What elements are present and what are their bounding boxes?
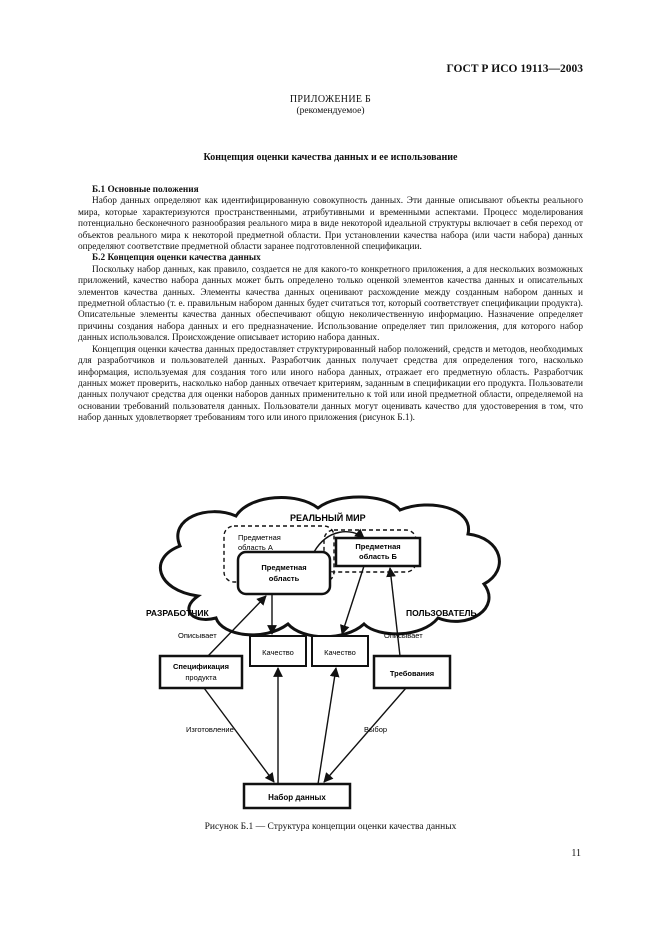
domain-a-line2: область А bbox=[238, 543, 273, 552]
figure-diagram bbox=[138, 488, 528, 818]
spec-line2: продукта bbox=[185, 673, 217, 682]
standard-header: ГОСТ Р ИСО 19113—2003 bbox=[446, 63, 583, 75]
document-title: Концепция оценки качества данных и ее использование bbox=[203, 152, 458, 163]
developer-label: РАЗРАБОТЧИК bbox=[146, 608, 209, 618]
domain-line1: Предметная bbox=[261, 563, 307, 572]
section-heading-b2: Б.2 Концепция оценки качества данных bbox=[92, 253, 261, 264]
quality-right-label: Качество bbox=[324, 648, 356, 657]
paragraph-b2-2: Концепция оценки качества данных предоставляет структурированный набор положений, средств и методов, необходимых для разработчиков и пользователей данных. Разработчик данных получает средства для определения того, насколько информация, используемая для создания того или иного набора данных, отражает его предметную область. Разработчик данных может проверить, насколько набор данных отвечает критериям, заданным в спецификации его продукта. Пользователи данных получают средства для оценки наборов данных применительно к той или иной предметной области, определяемой на основании требований пользователя данных. Пользователи данных могут оценивать качество для удостоверения в том, что набор данных удовлетворяет требованиям того или иного приложения (рисунок Б.1). bbox=[78, 344, 583, 424]
paragraph-b1: Набор данных определяют как идентифицированную совокупность данных. Эти данные описывают объекты реального мира, которые характеризуются пространственными, атрибутивными и временными аспектами. Процесс моделирования потенциально бесконечного разнообразия реального мира в виде некоторой идеальной структуры включает в себя переход от объектов реального мира к некоторой предметной области. При установлении качества набора (или части набора) данных определяют соответствие предметной области заранее подготовленной спецификации. bbox=[78, 196, 583, 253]
body-text bbox=[78, 185, 583, 425]
domain-b-line2: область Б bbox=[359, 552, 397, 561]
spec-box bbox=[160, 656, 242, 688]
section-heading-b1: Б.1 Основные положения bbox=[92, 185, 199, 195]
page-number: 11 bbox=[571, 848, 581, 859]
domain-b-line1: Предметная bbox=[355, 542, 401, 551]
domain-box bbox=[238, 552, 330, 594]
dataset-label: Набор данных bbox=[268, 793, 326, 802]
requirements-label: Требования bbox=[389, 669, 435, 678]
domain-line2: область bbox=[268, 574, 300, 583]
production-label: Изготовление bbox=[186, 725, 234, 734]
describes-left-label: Описывает bbox=[178, 631, 217, 640]
annex-title: ПРИЛОЖЕНИЕ Б bbox=[289, 94, 372, 105]
quality-left-label: Качество bbox=[262, 648, 294, 657]
arrow-requirements-to-domainb bbox=[390, 568, 400, 656]
real-world-label: РЕАЛЬНЫЙ МИР bbox=[290, 513, 366, 523]
arrow-dataset-to-quality-right bbox=[318, 668, 336, 784]
arrow-domainb-to-quality-right bbox=[342, 566, 364, 634]
paragraph-b2-1: Поскольку набор данных, как правило, создается не для какого-то конкретного приложения, а для нескольких возможных приложений, качество набора данных может быть определено только оценкой элементов качества данных и описательных элементов качества данных. Элементы качества данных оценивают расхождение между созданным набором данных и предметной областью (т. е. правильным набором данных будет считаться тот, который соответствует спецификации продукта). Описательные элементы качества данных обеспечивают общую неколичественную информацию. Назначение определяет причины создания набора данных и его предназначение. Использование определяет тип приложения, для которого набор данных использовался. Происхождение описывает историю набора данных. bbox=[78, 264, 583, 344]
describes-right-label: Описывает bbox=[384, 631, 423, 640]
arrow-requirements-to-dataset bbox=[324, 688, 406, 782]
figure-caption: Рисунок Б.1 — Структура концепции оценки качества данных bbox=[204, 822, 457, 832]
selection-label: Выбор bbox=[364, 725, 388, 734]
domain-a-line1: Предметная bbox=[238, 533, 281, 542]
user-label: ПОЛЬЗОВАТЕЛЬ bbox=[406, 608, 477, 618]
figure-b1 bbox=[138, 488, 528, 818]
spec-line1: Спецификация bbox=[172, 662, 230, 671]
annex-subtitle: (рекомендуемое) bbox=[296, 106, 365, 116]
arrow-spec-to-dataset bbox=[204, 688, 274, 782]
